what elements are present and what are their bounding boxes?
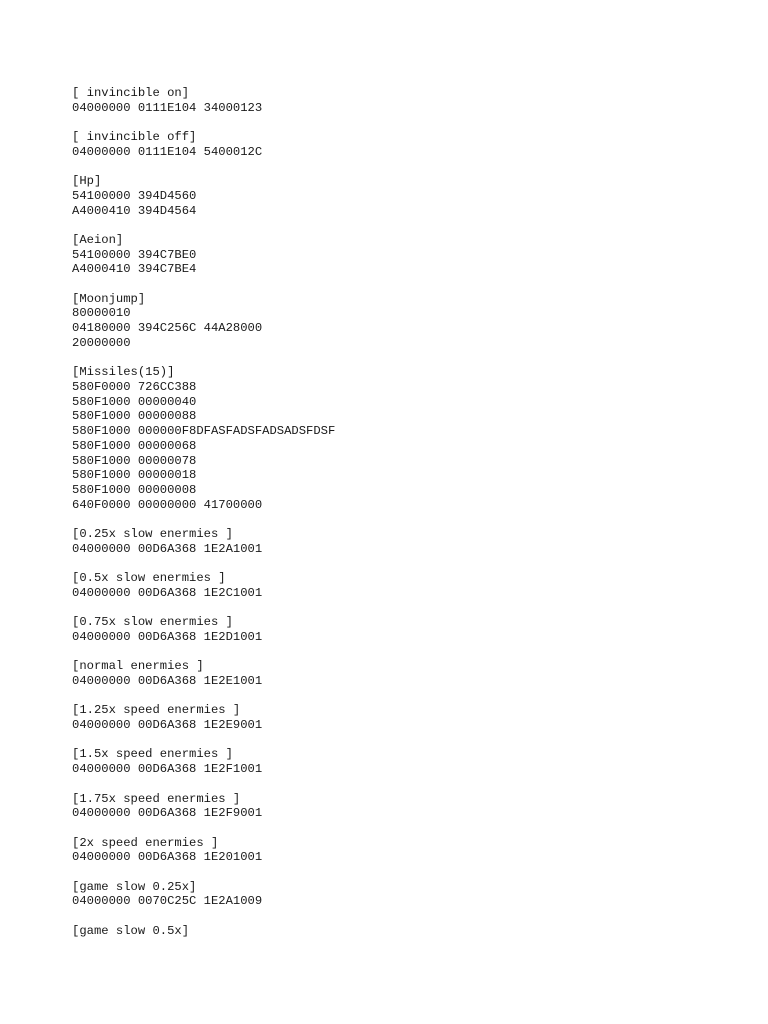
- cheat-block: [72, 233, 752, 277]
- cheat-code-line: 04000000 00D6A368 1E2A1001: [72, 541, 263, 556]
- cheat-block: [72, 130, 752, 159]
- cheat-title: [1.5x speed enermies ]: [72, 747, 233, 762]
- cheat-block: [72, 292, 752, 351]
- cheat-title: [1.75x speed enermies ]: [72, 791, 241, 806]
- cheat-title: [normal enermies ]: [72, 659, 204, 674]
- cheat-block: [72, 659, 752, 688]
- cheat-code-line: 04000000 00D6A368 1E2D1001: [72, 629, 263, 644]
- cheat-code-line: 580F1000 00000018: [72, 468, 197, 483]
- cheat-code-line: 20000000: [72, 335, 131, 350]
- cheat-block: [72, 924, 752, 939]
- cheat-code-line: 580F0000 726CC388: [72, 379, 197, 394]
- cheat-code-line: 04000000 00D6A368 1E2F1001: [72, 762, 263, 777]
- cheat-code-line: 54100000 394D4560: [72, 188, 197, 203]
- cheat-code-line: 580F1000 00000078: [72, 453, 197, 468]
- cheat-block: [72, 571, 752, 600]
- cheat-code-line: 04000000 0111E104 5400012C: [72, 144, 263, 159]
- cheat-block: [72, 880, 752, 909]
- cheat-code-line: 580F1000 000000F8DFASFADSFADSADSFDSF: [72, 424, 336, 439]
- cheat-code-line: 04000000 00D6A368 1E2E1001: [72, 673, 263, 688]
- cheat-title: [1.25x speed enermies ]: [72, 703, 241, 718]
- cheat-title: [ invincible on]: [72, 86, 190, 100]
- cheat-title: [Hp]: [72, 174, 102, 189]
- cheat-code-line: 04000000 00D6A368 1E201001: [72, 850, 263, 865]
- cheat-block: [72, 527, 752, 556]
- cheat-code-line: 04180000 394C256C 44A28000: [72, 321, 263, 336]
- cheat-code-line: A4000410 394D4564: [72, 203, 197, 218]
- cheat-code-line: A4000410 394C7BE4: [72, 262, 197, 277]
- cheat-title: [0.5x slow enermies ]: [72, 571, 226, 586]
- cheat-block: [72, 792, 752, 821]
- cheat-code-line: 580F1000 00000040: [72, 394, 197, 409]
- cheat-code-line: 04000000 00D6A368 1E2F9001: [72, 806, 263, 821]
- cheat-block: [72, 615, 752, 644]
- cheat-block: [72, 703, 752, 732]
- cheat-block: [72, 365, 752, 512]
- cheat-code-line: 04000000 0111E104 34000123: [72, 100, 263, 115]
- cheat-code-line: 640F0000 00000000 41700000: [72, 497, 263, 512]
- cheat-title: [game slow 0.5x]: [72, 923, 190, 938]
- cheat-code-line: 54100000 394C7BE0: [72, 247, 197, 262]
- cheat-block: [72, 836, 752, 865]
- cheat-code-document: [72, 86, 752, 953]
- cheat-title: [2x speed enermies ]: [72, 835, 219, 850]
- cheat-block: [72, 174, 752, 218]
- cheat-title: [Aeion]: [72, 232, 124, 247]
- cheat-title: [Missiles(15)]: [72, 365, 175, 380]
- cheat-block: [72, 747, 752, 776]
- cheat-code-line: 04000000 00D6A368 1E2E9001: [72, 718, 263, 733]
- cheat-code-line: 04000000 00D6A368 1E2C1001: [72, 585, 263, 600]
- cheat-code-line: 580F1000 00000088: [72, 409, 197, 424]
- cheat-code-line: 80000010: [72, 306, 131, 321]
- cheat-title: [game slow 0.25x]: [72, 879, 197, 894]
- cheat-title: [0.25x slow enermies ]: [72, 527, 233, 541]
- cheat-block: [72, 86, 752, 115]
- cheat-title: [ invincible off]: [72, 130, 197, 145]
- cheat-title: [Moonjump]: [72, 291, 146, 306]
- cheat-code-line: 04000000 0070C25C 1E2A1009: [72, 894, 263, 909]
- cheat-code-line: 580F1000 00000068: [72, 438, 197, 453]
- cheat-code-line: 580F1000 00000008: [72, 482, 197, 497]
- cheat-title: [0.75x slow enermies ]: [72, 615, 233, 630]
